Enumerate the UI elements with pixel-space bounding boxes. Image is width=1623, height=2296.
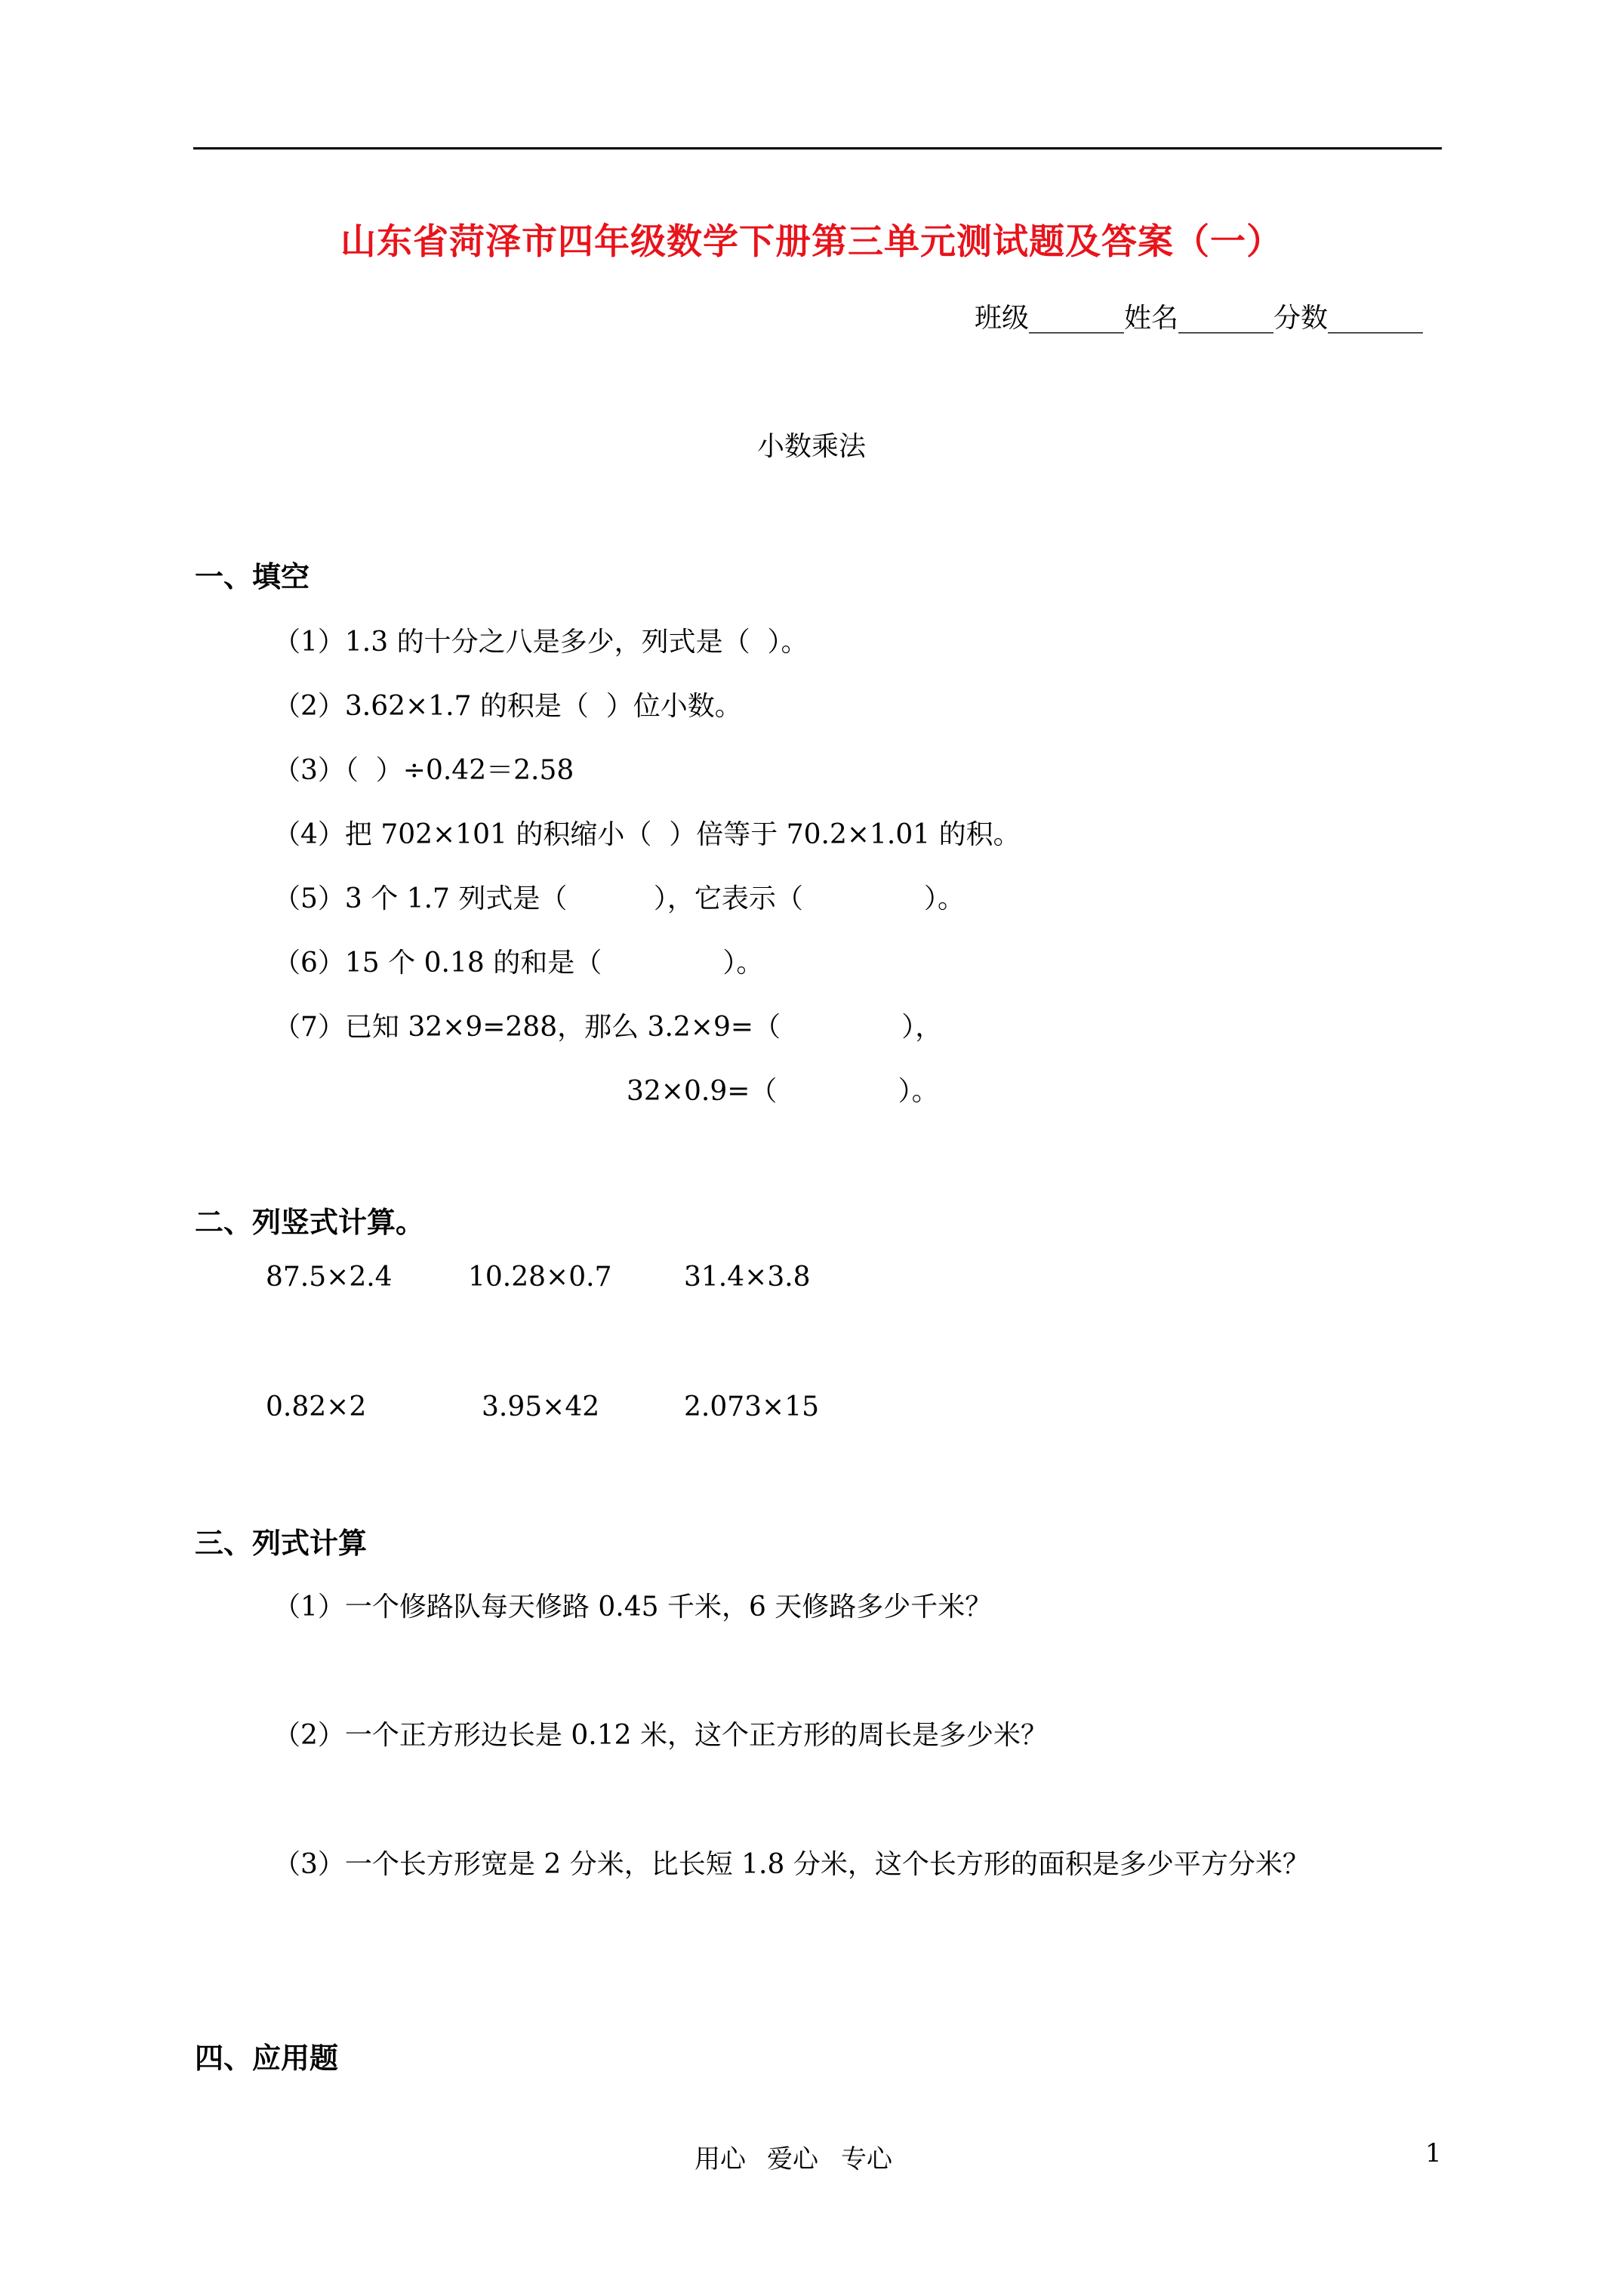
header-rule <box>193 147 1442 149</box>
calc-expression: 3.95×42 <box>482 1391 600 1422</box>
footer-motto-3: 专心 <box>841 2144 892 2174</box>
calc-expression: 10.28×0.7 <box>468 1262 612 1293</box>
word-problem: （1）一个修路队每天修路 0.45 千米，6 天修路多少千米？ <box>273 1592 993 1623</box>
question-item: （2）3.62×1.7 的积是（ ）位小数。 <box>273 691 742 722</box>
section-heading-fill-blank: 一、填空 <box>195 559 310 593</box>
word-problem: （3）一个长方形宽是 2 分米，比长短 1.8 分米，这个长方形的面积是多少平方分米？ <box>273 1849 1310 1880</box>
question-item: （3）（ ）÷0.42＝2.58 <box>273 755 574 786</box>
section-heading-expression-calc: 三、列式计算 <box>195 1526 368 1560</box>
calc-expression: 31.4×3.8 <box>684 1262 811 1293</box>
calc-expression: 2.073×15 <box>684 1391 820 1422</box>
footer-motto-1: 用心 <box>694 2144 746 2174</box>
page-title: 山东省菏泽市四年级数学下册第三单元测试题及答案（一） <box>340 221 1283 263</box>
calc-expression: 0.82×2 <box>266 1391 367 1422</box>
student-info-line: 班级_______姓名_______分数_______ <box>974 303 1423 334</box>
section-heading-application: 四、应用题 <box>195 2041 339 2075</box>
question-item: （4）把 702×101 的积缩小（ ）倍等于 70.2×1.01 的积。 <box>273 819 1021 850</box>
question-item-continuation: 32×0.9=（ ）。 <box>627 1076 939 1107</box>
question-item: （5）3 个 1.7 列式是（ ），它表示（ ）。 <box>273 883 965 914</box>
question-item: （1）1.3 的十分之八是多少，列式是（ ）。 <box>273 627 808 658</box>
question-item: （7）已知 32×9=288，那么 3.2×9=（ ）， <box>273 1012 943 1043</box>
page-number: 1 <box>1425 2138 1442 2168</box>
section-heading-vertical-calc: 二、列竖式计算。 <box>195 1205 425 1239</box>
calc-expression: 87.5×2.4 <box>266 1262 393 1293</box>
unit-subtitle: 小数乘法 <box>756 431 866 462</box>
footer-motto-2: 爱心 <box>767 2144 818 2174</box>
word-problem: （2）一个正方形边长是 0.12 米，这个正方形的周长是多少米？ <box>273 1720 1048 1751</box>
question-item: （6）15 个 0.18 的和是（ ）。 <box>273 948 764 978</box>
